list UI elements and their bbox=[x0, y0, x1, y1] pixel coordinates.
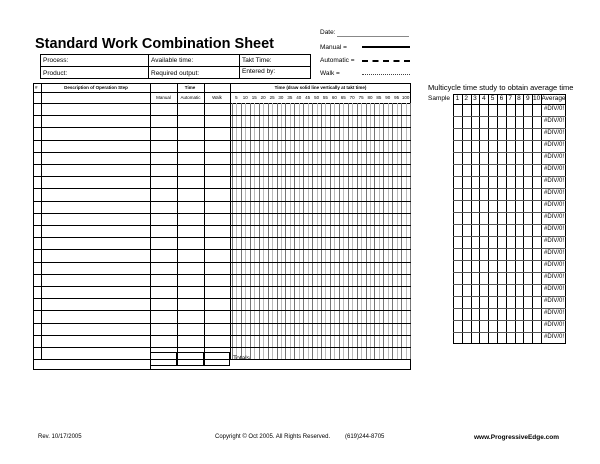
timeline-tick-label: 90 bbox=[385, 95, 391, 100]
average-value-cell: #DIV/0! bbox=[543, 154, 564, 160]
totals-label: Totals bbox=[233, 355, 250, 362]
timeline-tick-label: 65 bbox=[340, 95, 346, 100]
table-row[interactable] bbox=[33, 286, 411, 298]
table-row[interactable] bbox=[33, 201, 411, 213]
col-automatic-header: Automatic bbox=[180, 95, 201, 100]
timeline-tick-label: 20 bbox=[260, 95, 266, 100]
average-value-cell: #DIV/0! bbox=[543, 298, 564, 304]
col-manual-header: Manual bbox=[156, 95, 171, 100]
timeline-tick-label: 35 bbox=[287, 95, 293, 100]
sample-header-3: 3 bbox=[473, 95, 477, 102]
timeline-tick-label: 85 bbox=[376, 95, 382, 100]
entered-by-label: Entered by: bbox=[242, 68, 276, 75]
sample-col-line bbox=[515, 94, 516, 344]
multicycle-row-line bbox=[453, 200, 566, 201]
table-row[interactable] bbox=[33, 262, 411, 274]
date-field[interactable] bbox=[337, 36, 409, 37]
total-manual-cell[interactable] bbox=[150, 352, 177, 366]
timeline-tick-label: 95 bbox=[394, 95, 400, 100]
average-value-cell: #DIV/0! bbox=[543, 214, 564, 220]
process-label: Process: bbox=[43, 57, 69, 64]
sample-header-8: 8 bbox=[517, 95, 521, 102]
available-time-label: Available time: bbox=[151, 57, 194, 64]
table-row[interactable] bbox=[33, 164, 411, 176]
table-row[interactable] bbox=[33, 237, 411, 249]
multicycle-row-line bbox=[453, 188, 566, 189]
sheet-title: Standard Work Combination Sheet bbox=[35, 36, 275, 52]
table-row[interactable] bbox=[33, 103, 411, 115]
table-row[interactable] bbox=[33, 127, 411, 139]
header-info-col-divider-2 bbox=[239, 54, 240, 79]
table-row[interactable] bbox=[33, 152, 411, 164]
average-value-cell: #DIV/0! bbox=[543, 166, 564, 172]
walk-legend-line bbox=[362, 74, 410, 75]
header-row-line bbox=[33, 92, 411, 93]
table-row[interactable] bbox=[33, 310, 411, 322]
timeline-tick-label: 50 bbox=[314, 95, 320, 100]
col-walk-header: Walk bbox=[212, 95, 222, 100]
manual-legend-line bbox=[362, 46, 410, 48]
sample-col-line bbox=[532, 94, 533, 344]
multicycle-title: Multicycle time study to obtain average time bbox=[428, 83, 574, 92]
required-output-label: Required output: bbox=[151, 70, 200, 77]
average-value-cell: #DIV/0! bbox=[543, 250, 564, 256]
sample-label: Sample bbox=[428, 95, 451, 102]
timeline-tick-label: 75 bbox=[358, 95, 364, 100]
sample-col-line bbox=[462, 94, 463, 344]
sample-col-line bbox=[479, 94, 480, 344]
average-value-cell: #DIV/0! bbox=[543, 274, 564, 280]
timeline-tick-label: 70 bbox=[349, 95, 355, 100]
website-link[interactable]: www.ProgressiveEdge.com bbox=[474, 434, 560, 441]
product-label: Product: bbox=[43, 70, 68, 77]
col-time-header: Time bbox=[184, 85, 196, 90]
average-value-cell: #DIV/0! bbox=[543, 178, 564, 184]
sample-header-6: 6 bbox=[499, 95, 504, 102]
timeline-tick-label: 55 bbox=[322, 95, 328, 100]
average-value-cell: #DIV/0! bbox=[543, 142, 564, 148]
multicycle-row-line bbox=[453, 332, 566, 333]
multicycle-row-line bbox=[453, 128, 566, 129]
multicycle-row-line bbox=[453, 272, 566, 273]
average-value-cell: #DIV/0! bbox=[543, 106, 564, 112]
timeline-tick-label: 25 bbox=[269, 95, 275, 100]
average-value-cell: #DIV/0! bbox=[543, 238, 564, 244]
sample-col-line bbox=[497, 94, 498, 344]
multicycle-row-line bbox=[453, 248, 566, 249]
table-row[interactable] bbox=[33, 115, 411, 127]
timeline-tick-label: 30 bbox=[278, 95, 284, 100]
average-value-cell: #DIV/0! bbox=[543, 202, 564, 208]
timeline-tick-label: 60 bbox=[331, 95, 337, 100]
timeline-tick-label: 80 bbox=[367, 95, 373, 100]
total-automatic-cell[interactable] bbox=[177, 352, 204, 366]
multicycle-row-line bbox=[453, 140, 566, 141]
sample-header-1: 1 bbox=[455, 95, 460, 102]
total-walk-cell[interactable] bbox=[204, 352, 230, 366]
phone-text: (619)244-8705 bbox=[345, 434, 385, 440]
multicycle-row-line bbox=[453, 176, 566, 177]
average-value-cell: #DIV/0! bbox=[543, 262, 564, 268]
walk-legend-label: Walk = bbox=[320, 70, 340, 77]
timeline-tick-label: 5 bbox=[235, 95, 238, 100]
automatic-legend-line bbox=[362, 60, 410, 62]
header-info-divider bbox=[40, 66, 311, 67]
takt-time-label: Takt Time: bbox=[242, 57, 272, 64]
sample-header-7: 7 bbox=[508, 95, 512, 102]
multicycle-row-line bbox=[453, 212, 566, 213]
average-value-cell: #DIV/0! bbox=[543, 334, 564, 340]
table-row[interactable] bbox=[33, 176, 411, 188]
average-value-cell: #DIV/0! bbox=[543, 310, 564, 316]
table-row[interactable] bbox=[33, 335, 411, 347]
average-header: Average bbox=[541, 95, 566, 102]
sample-col-line bbox=[506, 94, 507, 344]
automatic-legend-label: Automatic = bbox=[320, 57, 355, 64]
timeline-tick-label: 10 bbox=[242, 95, 248, 100]
table-row[interactable] bbox=[33, 213, 411, 225]
timeline-tick-label: 100 bbox=[401, 95, 410, 100]
sample-col-line bbox=[488, 94, 489, 344]
table-row[interactable] bbox=[33, 323, 411, 335]
table-row[interactable] bbox=[33, 225, 411, 237]
table-row[interactable] bbox=[33, 140, 411, 152]
average-value-cell: #DIV/0! bbox=[543, 286, 564, 292]
timeline-tick-label: 40 bbox=[296, 95, 302, 100]
multicycle-row-line bbox=[453, 260, 566, 261]
multicycle-row-line bbox=[453, 320, 566, 321]
multicycle-row-line bbox=[453, 116, 566, 117]
table-row[interactable] bbox=[33, 249, 411, 261]
multicycle-row-line bbox=[453, 308, 566, 309]
col-number-header: # bbox=[35, 85, 38, 90]
timeline-tick-label: 15 bbox=[251, 95, 257, 100]
multicycle-row-line bbox=[453, 224, 566, 225]
table-row[interactable] bbox=[33, 274, 411, 286]
revision-text: Rev. 10/17/2005 bbox=[38, 434, 82, 440]
sample-header-5: 5 bbox=[490, 95, 495, 102]
average-value-cell: #DIV/0! bbox=[543, 190, 564, 196]
table-row[interactable] bbox=[33, 298, 411, 310]
multicycle-row-line bbox=[453, 284, 566, 285]
col-description-header: Description of Operation Step bbox=[64, 85, 128, 90]
average-value-cell: #DIV/0! bbox=[543, 322, 564, 328]
multicycle-row-line bbox=[453, 296, 566, 297]
multicycle-row-line bbox=[453, 152, 566, 153]
timeline-tick-label: 45 bbox=[305, 95, 311, 100]
table-row[interactable] bbox=[33, 188, 411, 200]
copyright-text: Copyright © Oct 2005. All Rights Reserved. bbox=[215, 434, 331, 440]
multicycle-row-line bbox=[453, 164, 566, 165]
average-value-cell: #DIV/0! bbox=[543, 130, 564, 136]
sample-header-9: 9 bbox=[525, 95, 530, 102]
sample-header-10: 10 bbox=[532, 95, 541, 102]
header-info-col-divider-1 bbox=[148, 54, 149, 79]
sample-header-2: 2 bbox=[464, 95, 468, 102]
date-label: Date: bbox=[320, 29, 336, 36]
sample-col-line bbox=[523, 94, 524, 344]
sample-col-line bbox=[471, 94, 472, 344]
multicycle-row-line bbox=[453, 236, 566, 237]
sample-header-4: 4 bbox=[481, 95, 486, 102]
manual-legend-label: Manual = bbox=[320, 44, 347, 51]
average-value-cell: #DIV/0! bbox=[543, 118, 564, 124]
col-timeline-header: Time (draw solid line vertically at takt time) bbox=[274, 85, 367, 90]
average-value-cell: #DIV/0! bbox=[543, 226, 564, 232]
